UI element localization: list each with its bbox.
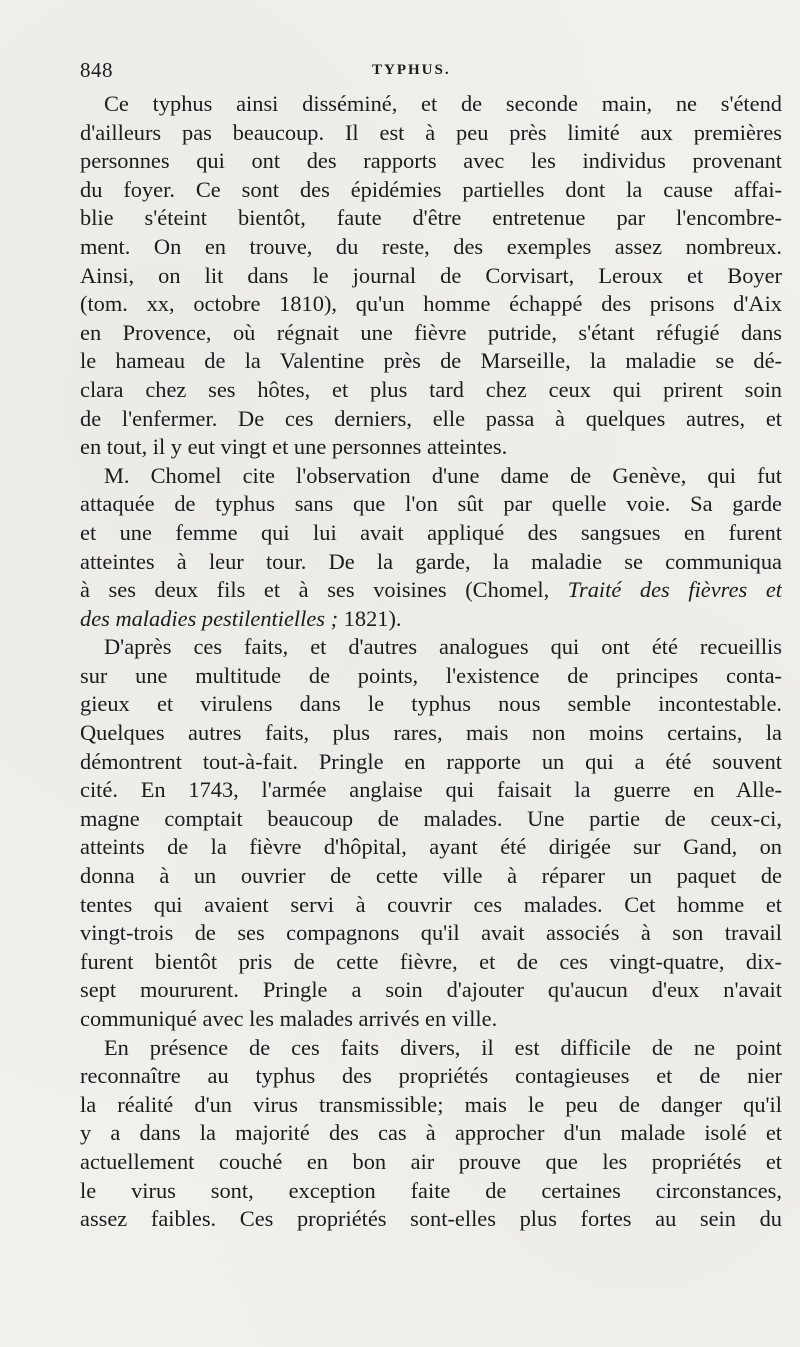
running-head: TYPHUS.	[372, 62, 451, 78]
text-line: assez faibles. Ces propriétés sont-elles plus fortes au sein du	[80, 1206, 782, 1232]
text-line: du foyer. Ce sont des épidémies partielles dont la cause affai-	[80, 176, 782, 202]
text-line: en Provence, où régnait une fièvre putride, s'étant réfugié dans	[80, 319, 782, 345]
text-line: de l'enfermer. De ces derniers, elle passa à quelques autres, et	[80, 405, 782, 431]
book-title-segment: des maladies pestilentielles ;	[80, 605, 344, 631]
text-line: le hameau de la Valentine près de Marseille, la maladie se dé-	[80, 348, 782, 374]
text-line: et une femme qui lui avait appliqué des sangsues en furent	[80, 519, 782, 545]
text-line: gieux et virulens dans le typhus nous semble incontestable.	[80, 691, 782, 717]
text-segment: à ses deux fils et à ses voisines (Chomel,	[80, 577, 568, 603]
text-line: Quelques autres faits, plus rares, mais non moins certains, la	[80, 720, 782, 746]
text-line: clara chez ses hôtes, et plus tard chez ceux qui prirent soin	[80, 376, 782, 402]
text-line-citation-end	[80, 605, 782, 634]
body-text	[80, 90, 782, 1234]
text-line: communiqué avec les malades arrivés en ville.	[80, 1006, 498, 1031]
text-line: sept moururent. Pringle a soin d'ajouter qu'aucun d'eux n'avait	[80, 977, 782, 1003]
text-line: sur une multitude de points, l'existence de principes conta-	[80, 662, 782, 688]
text-line: magne comptait beaucoup de malades. Une partie de ceux-ci,	[80, 805, 782, 831]
text-line: atteints de la fièvre d'hôpital, ayant été dirigée sur Gand, on	[80, 834, 782, 860]
text-line: ment. On en trouve, du reste, des exemples assez nombreux.	[80, 233, 782, 259]
text-line: En présence de ces faits divers, il est difficile de ne point	[104, 1034, 782, 1060]
book-title-segment: Traité des fièvres et	[567, 577, 782, 603]
text-line: démontrent tout-à-fait. Pringle en rapporte un qui a été souvent	[80, 748, 782, 774]
text-line: tentes qui avaient servi à couvrir ces malades. Cet homme et	[80, 891, 782, 917]
text-line: y a dans la majorité des cas à approcher d'un malade isolé et	[80, 1120, 782, 1146]
text-line: reconnaître au typhus des propriétés contagieuses et de nier	[80, 1063, 782, 1089]
text-line: actuellement couché en bon air prouve que les propriétés et	[80, 1148, 782, 1174]
text-line: blie s'éteint bientôt, faute d'être entretenue par l'encombre-	[80, 205, 782, 231]
text-line: vingt-trois de ses compagnons qu'il avait associés à son travail	[80, 920, 782, 946]
text-segment: 1821).	[343, 605, 402, 631]
text-line: atteintes à leur tour. De la garde, la maladie se communiqua	[80, 548, 782, 574]
text-line: le virus sont, exception faite de certaines circonstances,	[80, 1177, 782, 1203]
text-line: D'après ces faits, et d'autres analogues qui ont été recueillis	[104, 634, 782, 660]
text-line: (tom. xx, octobre 1810), qu'un homme échappé des prisons d'Aix	[80, 291, 782, 317]
text-line-citation	[80, 576, 782, 605]
text-line: personnes qui ont des rapports avec les individus provenant	[80, 148, 782, 174]
text-line: d'ailleurs pas beaucoup. Il est à peu près limité aux premières	[80, 119, 782, 145]
text-line: cité. En 1743, l'armée anglaise qui faisait la guerre en Alle-	[80, 777, 782, 803]
text-line: furent bientôt pris de cette fièvre, et de ces vingt-quatre, dix-	[80, 948, 782, 974]
page-header	[80, 58, 770, 88]
text-line: attaquée de typhus sans que l'on sût par quelle voie. Sa garde	[80, 491, 782, 517]
text-line: Ainsi, on lit dans le journal de Corvisart, Leroux et Boyer	[80, 262, 782, 288]
page-number: 848	[80, 58, 113, 82]
text-line: la réalité d'un virus transmissible; mais le peu de danger qu'il	[80, 1091, 782, 1117]
text-line: M. Chomel cite l'observation d'une dame de Genève, qui fut	[104, 462, 782, 488]
text-line: Ce typhus ainsi disséminé, et de seconde main, ne s'étend	[104, 91, 782, 116]
text-line: donna à un ouvrier de cette ville à réparer un paquet de	[80, 863, 782, 889]
text-line: en tout, il y eut vingt et une personnes atteintes.	[80, 434, 508, 460]
